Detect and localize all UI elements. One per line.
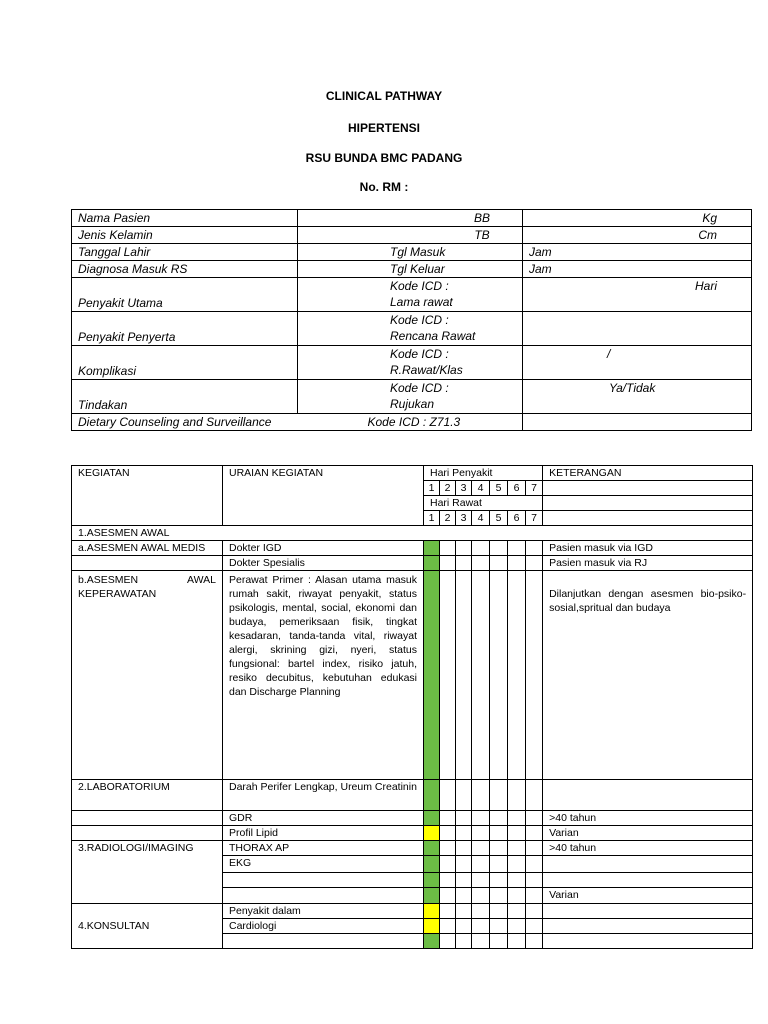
komplikasi-label: Komplikasi xyxy=(72,346,298,380)
table-row xyxy=(72,841,753,856)
day-cell xyxy=(472,873,490,888)
day-cell xyxy=(508,571,526,780)
day-cell xyxy=(490,904,508,919)
day-cell xyxy=(526,919,543,934)
day-cell xyxy=(508,934,526,949)
day-number: 6 xyxy=(508,511,526,526)
day-cell xyxy=(526,888,543,904)
day-cell xyxy=(472,904,490,919)
day-marker xyxy=(424,934,440,949)
keterangan-cell xyxy=(543,780,753,811)
day-number: 5 xyxy=(490,481,508,496)
day-cell xyxy=(526,841,543,856)
day-cell xyxy=(456,826,472,841)
day-cell xyxy=(456,780,472,811)
keterangan-cell: >40 tahun xyxy=(543,811,753,826)
section-asesmen-awal: 1.ASESMEN AWAL xyxy=(72,526,753,541)
keterangan-cell xyxy=(543,481,753,496)
radiologi-label: 3.RADIOLOGI/IMAGING xyxy=(72,841,223,904)
day-marker xyxy=(424,571,440,780)
day-cell xyxy=(526,856,543,873)
day-cell xyxy=(526,811,543,826)
col-kegiatan-header: KEGIATAN xyxy=(72,466,223,526)
kode-icd-label: Kode ICD : xyxy=(390,313,449,327)
rawat-klas-label: R.Rawat/Klas xyxy=(390,363,463,377)
table-row xyxy=(72,826,753,841)
day-marker xyxy=(424,826,440,841)
day-cell xyxy=(472,780,490,811)
table-row xyxy=(72,556,753,571)
day-cell xyxy=(508,811,526,826)
day-cell xyxy=(472,556,490,571)
day-cell xyxy=(526,780,543,811)
day-marker xyxy=(424,873,440,888)
keterangan-cell xyxy=(543,919,753,934)
table-row xyxy=(72,811,753,826)
day-number: 6 xyxy=(508,481,526,496)
table-row xyxy=(72,414,752,431)
doc-subtitle: HIPERTENSI xyxy=(347,121,420,135)
day-cell xyxy=(526,873,543,888)
konsultan-label: 4.KONSULTAN xyxy=(72,904,223,949)
patient-info-table xyxy=(71,209,752,431)
day-marker xyxy=(424,888,440,904)
day-number: 7 xyxy=(526,511,543,526)
table-row xyxy=(72,780,753,811)
rencana-rawat-label: Rencana Rawat xyxy=(390,329,476,343)
day-cell xyxy=(440,811,456,826)
day-marker xyxy=(424,556,440,571)
uraian-cell: Darah Perifer Lengkap, Ureum Creatinin xyxy=(223,780,424,811)
tgl-masuk-label: Tgl Masuk xyxy=(298,244,523,261)
day-marker xyxy=(424,841,440,856)
table-row xyxy=(72,227,752,244)
uraian-cell: Penyakit dalam xyxy=(223,904,424,919)
day-cell xyxy=(456,873,472,888)
day-cell xyxy=(440,571,456,780)
day-cell xyxy=(508,873,526,888)
day-cell xyxy=(508,780,526,811)
kegiatan-cell xyxy=(72,556,223,571)
day-cell xyxy=(508,856,526,873)
day-cell xyxy=(490,873,508,888)
day-cell xyxy=(526,826,543,841)
day-cell xyxy=(456,571,472,780)
day-cell xyxy=(490,888,508,904)
day-cell xyxy=(472,841,490,856)
day-cell xyxy=(440,856,456,873)
kegiatan-cell xyxy=(72,811,223,826)
table-row xyxy=(72,346,752,380)
day-cell xyxy=(440,556,456,571)
col-keterangan-header: KETERANGAN xyxy=(543,466,753,481)
day-cell xyxy=(508,919,526,934)
hari-penyakit-header: Hari Penyakit xyxy=(424,466,543,481)
day-cell xyxy=(456,856,472,873)
keterangan-cell xyxy=(543,856,753,873)
day-number: 3 xyxy=(456,481,472,496)
day-number: 7 xyxy=(526,481,543,496)
day-cell xyxy=(490,571,508,780)
table-row xyxy=(72,571,753,780)
uraian-cell: Dokter IGD xyxy=(223,541,424,556)
day-marker xyxy=(424,780,440,811)
day-cell xyxy=(456,934,472,949)
day-cell xyxy=(472,856,490,873)
day-number: 5 xyxy=(490,511,508,526)
day-marker xyxy=(424,904,440,919)
day-cell xyxy=(526,556,543,571)
table-row xyxy=(72,466,753,481)
day-cell xyxy=(526,934,543,949)
kode-icd-label: Kode ICD : xyxy=(390,347,449,361)
table-row xyxy=(72,380,752,414)
keterangan-cell xyxy=(543,904,753,919)
table-row xyxy=(72,526,753,541)
day-cell xyxy=(440,888,456,904)
laboratorium-label: 2.LABORATORIUM xyxy=(72,780,223,811)
day-cell xyxy=(508,556,526,571)
hari-label: Hari xyxy=(523,278,752,312)
table-row xyxy=(72,244,752,261)
day-cell xyxy=(456,541,472,556)
keterangan-cell xyxy=(543,496,753,511)
uraian-cell: Cardiologi xyxy=(223,919,424,934)
jam-label: Jam xyxy=(523,261,752,278)
day-cell xyxy=(472,934,490,949)
uraian-cell xyxy=(223,888,424,904)
day-number: 2 xyxy=(440,511,456,526)
day-cell xyxy=(472,571,490,780)
bb-label: BB xyxy=(298,210,523,227)
ya-tidak-label: Ya/Tidak xyxy=(523,380,752,414)
lama-rawat-label: Lama rawat xyxy=(390,295,453,309)
uraian-cell: THORAX AP xyxy=(223,841,424,856)
keterangan-cell: Varian xyxy=(543,826,753,841)
kegiatan-cell xyxy=(72,826,223,841)
keterangan-cell: >40 tahun xyxy=(543,841,753,856)
day-cell xyxy=(456,888,472,904)
penyakit-utama-label: Penyakit Utama xyxy=(72,278,298,312)
table-row xyxy=(72,904,753,919)
keterangan-cell xyxy=(543,934,753,949)
day-cell xyxy=(440,541,456,556)
doc-title: CLINICAL PATHWAY xyxy=(325,89,443,103)
day-cell xyxy=(440,841,456,856)
table-row xyxy=(72,261,752,278)
day-cell xyxy=(490,919,508,934)
day-cell xyxy=(526,904,543,919)
keterangan-cell: Dilanjutkan dengan asesmen bio-psiko-sosial,spritual dan budaya xyxy=(543,571,753,780)
day-marker xyxy=(424,541,440,556)
day-cell xyxy=(490,934,508,949)
day-cell xyxy=(456,841,472,856)
day-cell xyxy=(440,873,456,888)
uraian-cell: EKG xyxy=(223,856,424,873)
dietary-label: Dietary Counseling and Surveillance xyxy=(72,414,298,431)
day-marker xyxy=(424,919,440,934)
keterangan-cell: Pasien masuk via RJ xyxy=(543,556,753,571)
day-cell xyxy=(490,856,508,873)
day-cell xyxy=(526,571,543,780)
day-cell xyxy=(440,919,456,934)
jenis-kelamin-label: Jenis Kelamin xyxy=(72,227,298,244)
day-marker xyxy=(424,811,440,826)
col-uraian-header: URAIAN KEGIATAN xyxy=(223,466,424,526)
uraian-cell: GDR xyxy=(223,811,424,826)
day-cell xyxy=(456,811,472,826)
nama-pasien-label: Nama Pasien xyxy=(72,210,298,227)
day-cell xyxy=(490,556,508,571)
day-cell xyxy=(508,888,526,904)
day-number: 1 xyxy=(424,511,440,526)
tb-label: TB xyxy=(298,227,523,244)
day-number: 4 xyxy=(472,481,490,496)
day-cell xyxy=(472,826,490,841)
hari-rawat-header: Hari Rawat xyxy=(424,496,543,511)
day-cell xyxy=(508,826,526,841)
uraian-cell: Dokter Spesialis xyxy=(223,556,424,571)
rencana-rawat-value xyxy=(523,312,752,346)
diagnosa-label: Diagnosa Masuk RS xyxy=(72,261,298,278)
day-cell xyxy=(440,934,456,949)
tanggal-lahir-label: Tanggal Lahir xyxy=(72,244,298,261)
kode-icd-label: Kode ICD : xyxy=(390,381,449,395)
penyakit-penyerta-label: Penyakit Penyerta xyxy=(72,312,298,346)
day-cell xyxy=(440,904,456,919)
day-cell xyxy=(526,541,543,556)
day-cell xyxy=(472,888,490,904)
table-row xyxy=(72,210,752,227)
keterangan-cell: Pasien masuk via IGD xyxy=(543,541,753,556)
day-marker xyxy=(424,856,440,873)
table-row xyxy=(72,278,752,312)
table-row xyxy=(72,541,753,556)
dietary-value xyxy=(523,414,752,431)
day-cell xyxy=(490,811,508,826)
rujukan-label: Rujukan xyxy=(390,397,435,411)
uraian-cell: Profil Lipid xyxy=(223,826,424,841)
medical-record-number: No. RM : xyxy=(359,180,409,194)
day-number: 1 xyxy=(424,481,440,496)
kode-icd-label: Kode ICD : xyxy=(390,279,449,293)
kg-label: Kg xyxy=(523,210,752,227)
uraian-cell xyxy=(223,873,424,888)
day-cell xyxy=(490,541,508,556)
day-number: 4 xyxy=(472,511,490,526)
day-cell xyxy=(456,919,472,934)
asesmen-medis-label: a.ASESMEN AWAL MEDIS xyxy=(72,541,223,556)
day-cell xyxy=(440,826,456,841)
keterangan-cell xyxy=(543,511,753,526)
uraian-cell: Perawat Primer : Alasan utama masuk rumah sakit, riwayat penyakit, status psikologis, mental, social, ekonomi dan budaya, pemeriksaan fisik, tingkat kesadaran, tanda-tanda vital, riwayat alergi, skrining gizi, nyeri, status fungsional: bartel index, risiko jatuh, resiko decubitus, kebutuhan edukasi dan Discharge Planning xyxy=(223,571,424,780)
day-cell xyxy=(456,904,472,919)
day-cell xyxy=(440,780,456,811)
keterangan-cell: Varian xyxy=(543,888,753,904)
slash-separator: / xyxy=(523,346,752,380)
cm-label: Cm xyxy=(523,227,752,244)
keterangan-cell xyxy=(543,873,753,888)
day-number: 3 xyxy=(456,511,472,526)
day-cell xyxy=(456,556,472,571)
asesmen-kep-label: b.ASESMEN AWAL KEPERAWATAN xyxy=(72,571,223,780)
tindakan-label: Tindakan xyxy=(72,380,298,414)
day-cell xyxy=(490,780,508,811)
day-cell xyxy=(472,919,490,934)
day-cell xyxy=(508,904,526,919)
activity-table xyxy=(71,465,753,949)
day-cell xyxy=(472,811,490,826)
jam-label: Jam xyxy=(523,244,752,261)
day-number: 2 xyxy=(440,481,456,496)
day-cell xyxy=(508,541,526,556)
day-cell xyxy=(490,841,508,856)
table-row xyxy=(72,312,752,346)
kode-icd-diet-label: Kode ICD : Z71.3 xyxy=(298,414,523,431)
day-cell xyxy=(508,841,526,856)
day-cell xyxy=(490,826,508,841)
hospital-name: RSU BUNDA BMC PADANG xyxy=(305,151,463,165)
day-cell xyxy=(472,541,490,556)
uraian-cell xyxy=(223,934,424,949)
tgl-keluar-label: Tgl Keluar xyxy=(298,261,523,278)
